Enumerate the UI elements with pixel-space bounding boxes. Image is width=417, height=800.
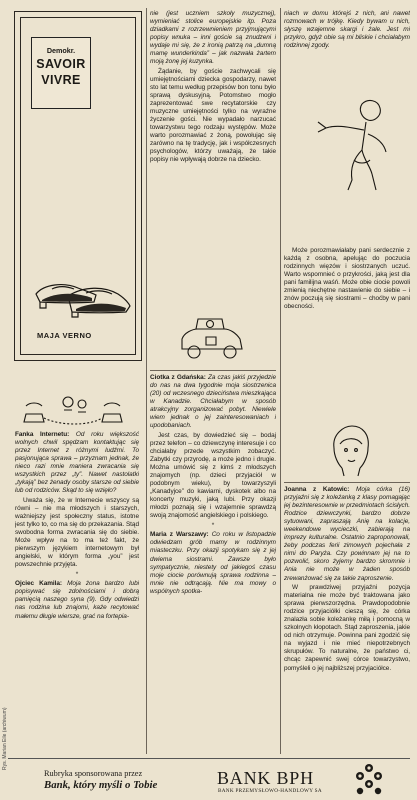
column-author: MAJA VERNO <box>37 331 92 340</box>
car-illustration <box>176 315 248 361</box>
letter-maria-z-warszawy <box>150 531 276 595</box>
letter-sender: Maria z Warszawy: <box>150 531 209 539</box>
sponsor-tagline: Bank, który myśli o Tobie <box>44 779 158 791</box>
shoes-illustration <box>30 272 134 318</box>
series-label-line3: VIVRE <box>41 73 81 87</box>
bank-logo-icon <box>351 762 387 796</box>
letter-sender: Joanna z Katowic: <box>284 486 350 493</box>
letter-sender: Ojciec Kamila: <box>15 580 62 588</box>
letter-continuation: nie (jest uczniem szkoły muzycznej), wymieniać stolice europejskie itp. Poza dziadkami z rozrzewnieniem przyjmującymi popisy wnuka – inni goście są znudzeni i wydaje mi się, że z ironią patrzą na „dumną mamę wunderkinda” – jak nazwała żartem moją żonę jej kuzynka. <box>150 10 276 66</box>
series-label <box>31 37 91 109</box>
letter-sender: Ciotka z Gdańska: <box>150 374 206 381</box>
bank-subtitle: BANK PRZEMYSŁOWO-HANDLOWY SA <box>218 788 322 794</box>
answer-paragraph: Żądanie, by goście zachwycali się umiejętnościami dziecka gospodarzy, nawet sto lat temu według przepisów bon tonu było sprawą dyskusyjną. Potomstwo mogło zaprezentować swe recytatorskie czy muzyczne umiejętności tylko na wyraźne życzenie gości. Nie wypadało narzucać towarzystwu tego rodzaju występów. Może warto porozmawiać z żoną, powołując się zarówno na tę tradycję, jak i współczesnych psychologów, którzy uważają, że takie popisy nie wpływają dobrze na dziecko. <box>150 67 276 164</box>
letter-text: Za czas jakiś przyjedzie do nas na dwa tygodnie moja siostrzenica (20) od wczesnego dzieciństwa mieszkająca w Kanadzie. Chciałabym w sposób atrakcyjny zorganizować pobyt. Niewiele wiem jednak o jej zainteresowaniach i upodobaniach. <box>150 374 276 430</box>
column-2-top <box>150 10 276 358</box>
answer-paragraph: Uważa się, że w Internecie wszyscy są równi – nie ma młodszych i starszych, ważniejszy jest społeczny status, istotne jest tylko to, co ma się do przekazania. Stąd swobodna forma zwracania się do siebie. Może wpływ na to ma też fakt, że pierwszym językiem internetowym był angielski, w którym forma „you” jest powszechnie przyjęta. <box>15 496 139 569</box>
section-divider: * <box>211 521 215 529</box>
answer-paragraph: Może porozmawiałaby pani serdecznie z każdą z osobna, apelując do poczucia rodzinnych więzów i siostrzanych uczuć. Warto wspomnieć o przykrości, jaką jest dla pani familijna waśń. Może obie ciocie powoli zmienią niechętne nastawienie do siebie – i znów poczują się siostrami – choćby w pani obecności. <box>284 247 410 311</box>
column-3-middle <box>284 247 410 365</box>
sponsor-text <box>44 769 157 791</box>
column-3-top <box>284 10 410 94</box>
answer-paragraph: Jest czas, by dowiedzieć się – bodaj przez telefon – co dziewczynę interesuje i co chciałaby przede wszystkim zobaczyć. Zabytki czy przyrodę, a może jedno i drugie. Można umówić się z kimś z młodszych znajomych (np. dzieci przyjaciół w podobnym wieku), by towarzyszyli „Kanadyjce” do kawiarni, dyskotek albo na koncerty muzyki, jaką lubi. Przy okazji młodzi poznają się i wzajemnie sprawdzą swoją znajomość angielskiego i polskiego. <box>150 431 276 520</box>
column-3-bottom <box>284 486 410 754</box>
sponsor-line: Rubryka sponsorowana przez <box>44 769 143 778</box>
section-divider: * <box>75 570 79 578</box>
column-rule-1 <box>146 8 147 754</box>
section-rule <box>284 482 410 483</box>
section-rule <box>150 370 276 371</box>
series-label-line2: SAVOIR <box>36 57 86 71</box>
letter-text: Moja córka (16) przyjaźni się z koleżanką z klasy pomagając jej bezinteresownie w przedmiotach ścisłych. Rodzice dziewczynki, bardzo dobrze sytuowani, zapraszają Anię na kolacje, weekendowe wycieczki, zabierają na imprezy kulturalne. Ostatnio zaproponowali, żeby podczas ferii zimowych pojechała z nimi do Paryża. Czy powinnam jej na to pozwolić, skoro żyjemy bardzo skromnie i Ania nie może w żaden sposób zrewanżować się za takie zaproszenie. <box>284 486 410 582</box>
letter-text: Od roku większość wolnych chwil spędzam kontaktując się przez Internet z różnymi ludźmi. To pasjonująca sprawa – przyznam jednak, że nieco razi mnie maniera zwracania się wszystkich przez „ty”. Nawet nastolatki „tykają” bez żenady osoby starsze od siebie lub od rodziców. Skąd to się wzięło? <box>15 431 139 495</box>
credit-text: Rys. Marian Eile (archiwum) <box>2 707 8 770</box>
bank-name: BANK BPH <box>217 768 314 788</box>
letter-ciotka-z-gdanska <box>150 374 276 430</box>
illustration-credit <box>2 630 12 770</box>
column-1 <box>15 431 139 751</box>
pointing-figure-illustration <box>292 94 404 198</box>
phone-call-illustration <box>20 392 136 428</box>
letter-joanna-z-katowic <box>284 486 410 583</box>
column-2-bottom <box>150 374 276 754</box>
letter-text: Co roku w listopadzie odwiedzam grób mamy w rodzinnym miasteczku. Przy okazji spotykam się z jej dwiema siostrami. Zawsze było sympatycznie, niestety od jakiegoś czasu moje ciocie porównują sprawa rodzinna – mnie nie odtrącają. Nie ma mowy o wspólnych spotka- <box>150 531 276 595</box>
letter-continuation: niach w domu którejś z nich, ani nawet rozmowach w trójkę. Kiedy bywam u nich, słyszę wzajemne skargi i żale. Jest mi przykro, gdyż obie są mi bliskie i chciałabym rodzinnej zgody. <box>284 10 410 50</box>
column-rule-2 <box>280 8 281 754</box>
letter-text: Moja żona bardzo lubi popisywać się zdolnościami i dobrą pamięcią naszego syna (9). Gdy odwiedzi nas rodzina lub znajomi, każe recytować małemu długie wiersze, grać na fortepia- <box>15 580 139 620</box>
series-label-line1: Demokr. <box>46 46 76 55</box>
letter-ojciec-kamila <box>15 580 139 620</box>
woman-portrait-illustration <box>322 424 380 478</box>
sponsor-footer <box>8 758 410 796</box>
answer-paragraph: W prawdziwej przyjaźni pozycja materialna nie może być traktowana jako sprawa pierwszorzędna. Prawdopodobnie rodzice przyjaciółki cieszą się, że córka znalazła sobie koleżankę miłą i pomocną w szkolnych kłopotach. Stąd zaproszenia, jakie od nich otrzymuje. Powinna pani zgodzić się na wyjazd i nie mieć niepotrzebnych skrupułów. To naturalne, że państwo ci, chcąc zapewnić swej córce towarzystwo, pomyśleli o jej najbliższej przyjaciółce. <box>284 584 410 672</box>
letter-fanka-internetu <box>15 431 139 495</box>
letter-sender: Fanka Internetu: <box>15 431 70 438</box>
